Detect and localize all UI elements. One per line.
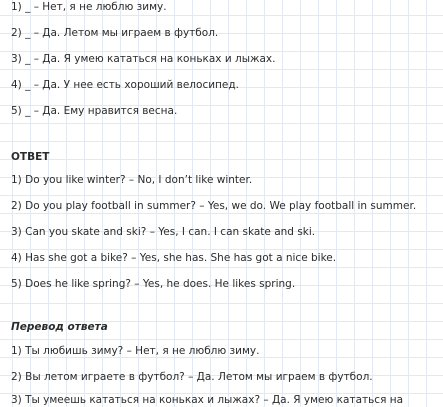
exercise-line-3: 3) _ – Да. Я умею кататься на коньках и лыжах.: [11, 53, 276, 65]
answer-line-5: 5) Does he like spring? – Yes, he does. He likes spring.: [11, 278, 296, 290]
answer-line-3: 3) Can you skate and ski? – Yes, I can. I can skate and ski.: [11, 226, 316, 238]
answer-line-2: 2) Do you play football in summer? – Yes, we do. We play football in summer.: [11, 200, 417, 212]
exercise-line-1: 1) _ – Нет, я не люблю зиму.: [11, 1, 167, 13]
translation-line-2: 2) Вы летом играете в футбол? – Да. Летом мы играем в футбол.: [11, 371, 373, 383]
answer-heading: ОТВЕТ: [11, 151, 50, 163]
translation-line-1: 1) Ты любишь зиму? – Нет, я не люблю зиму.: [11, 345, 260, 357]
answer-line-1: 1) Do you like winter? – No, I don’t like winter.: [11, 174, 253, 186]
translation-heading: Перевод ответа: [11, 321, 108, 333]
answer-line-4: 4) Has she got a bike? – Yes, she has. She has got a nice bike.: [11, 252, 337, 264]
exercise-line-5: 5) _ – Да. Ему нравится весна.: [11, 105, 178, 117]
translation-line-3: 3) Ты умеешь кататься на коньках и лыжах? – Да. Я умею кататься на: [11, 394, 404, 406]
exercise-line-2: 2) _ – Да. Летом мы играем в футбол.: [11, 27, 219, 39]
exercise-line-4: 4) _ – Да. У нее есть хороший велосипед.: [11, 79, 239, 91]
